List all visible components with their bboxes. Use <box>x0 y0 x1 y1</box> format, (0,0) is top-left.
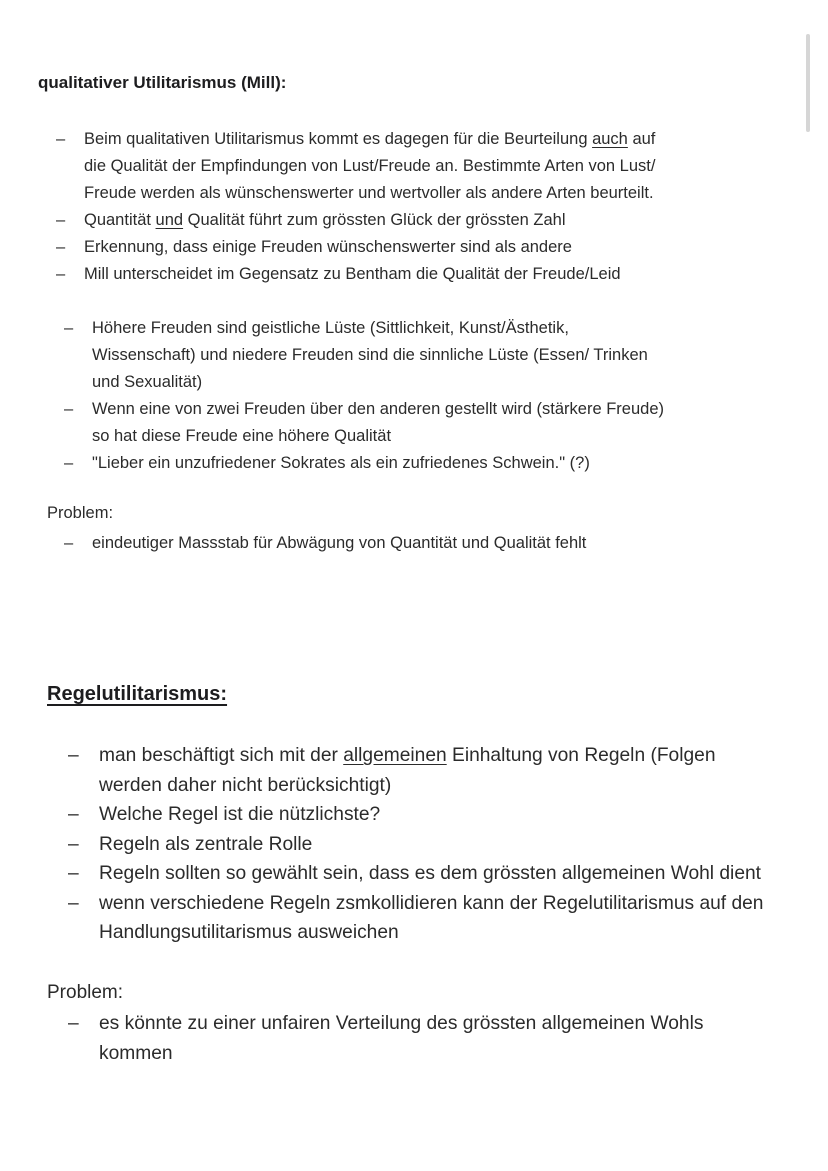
dash-bullet: – <box>56 130 66 148</box>
problem-label: Problem: <box>47 504 114 522</box>
dash-bullet: – <box>64 454 74 472</box>
list-item: – eindeutiger Massstab für Abwägung von Quantität und Qualität fehlt <box>92 530 792 557</box>
dash-bullet: – <box>68 863 79 884</box>
bullet-list-problem-2 <box>68 1009 821 1068</box>
bullet-list-qualitative <box>56 126 784 288</box>
scrollbar[interactable] <box>806 34 810 132</box>
dash-bullet: – <box>56 265 66 283</box>
list-item: – Erkennung, dass einige Freuden wünschenswerter sind als andere <box>84 234 784 261</box>
dash-bullet: – <box>68 892 79 914</box>
list-item: – Höhere Freuden sind geistliche Lüste (Sittlichkeit, Kunst/Ästhetik, Wissenschaft) und niedere Freuden sind die sinnliche Lüste (Essen/ Trinken und Sexualität) <box>92 315 792 396</box>
dash-bullet: – <box>64 319 74 337</box>
list-item: – man beschäftigt sich mit der allgemeinen Einhaltung von Regeln (Folgen werden daher nicht berücksichtigt) <box>99 741 821 800</box>
dash-bullet: – <box>56 238 66 256</box>
section-title-qualitative-utilitarianism: qualitativer Utilitarismus (Mill): <box>38 73 287 92</box>
list-item: – Beim qualitativen Utilitarismus kommt es dagegen für die Beurteilung auch auf die Qualität der Empfindungen von Lust/Freude an. Bestimmte Arten von Lust/ Freude werden als wünschenswerter und wertvoller als andere Arten beurteilt. <box>84 126 784 207</box>
dash-bullet: – <box>68 1013 79 1034</box>
underlined-word: auch <box>592 130 628 148</box>
dash-bullet: – <box>68 804 79 825</box>
list-item: – Mill unterscheidet im Gegensatz zu Bentham die Qualität der Freude/Leid <box>84 261 784 288</box>
bullet-list-higher-lower-pleasures <box>64 315 792 477</box>
dash-bullet: – <box>56 211 66 229</box>
list-item: – Regeln als zentrale Rolle <box>99 830 821 860</box>
list-item: – Regeln sollten so gewählt sein, dass es dem grössten allgemeinen Wohl dient <box>99 859 821 889</box>
dash-bullet: – <box>64 400 74 418</box>
list-item: – wenn verschiedene Regeln zsmkollidieren kann der Regelutilitarismus auf den Handlungsutilitarismus ausweichen <box>99 889 821 948</box>
dash-bullet: – <box>68 745 79 766</box>
list-item: – es könnte zu einer unfairen Verteilung des grössten allgemeinen Wohls kommen <box>99 1009 821 1068</box>
bullet-list-rule-utilitarianism <box>68 741 821 948</box>
section-title-rule-utilitarianism: Regelutilitarismus: <box>47 683 228 705</box>
bullet-list-problem-1 <box>64 530 792 557</box>
list-item: – Welche Regel ist die nützlichste? <box>99 800 821 830</box>
underlined-word: allgemeinen <box>343 745 447 766</box>
dash-bullet: – <box>68 833 79 855</box>
problem-label: Problem: <box>47 982 124 1003</box>
list-item: – Wenn eine von zwei Freuden über den anderen gestellt wird (stärkere Freude) so hat diese Freude eine höhere Qualität <box>92 396 792 450</box>
dash-bullet: – <box>64 534 74 552</box>
list-item: – Quantität und Qualität führt zum grössten Glück der grössten Zahl <box>84 207 784 234</box>
underlined-word: und <box>155 211 184 229</box>
list-item: – "Lieber ein unzufriedener Sokrates als ein zufriedenes Schwein." (?) <box>92 450 792 477</box>
